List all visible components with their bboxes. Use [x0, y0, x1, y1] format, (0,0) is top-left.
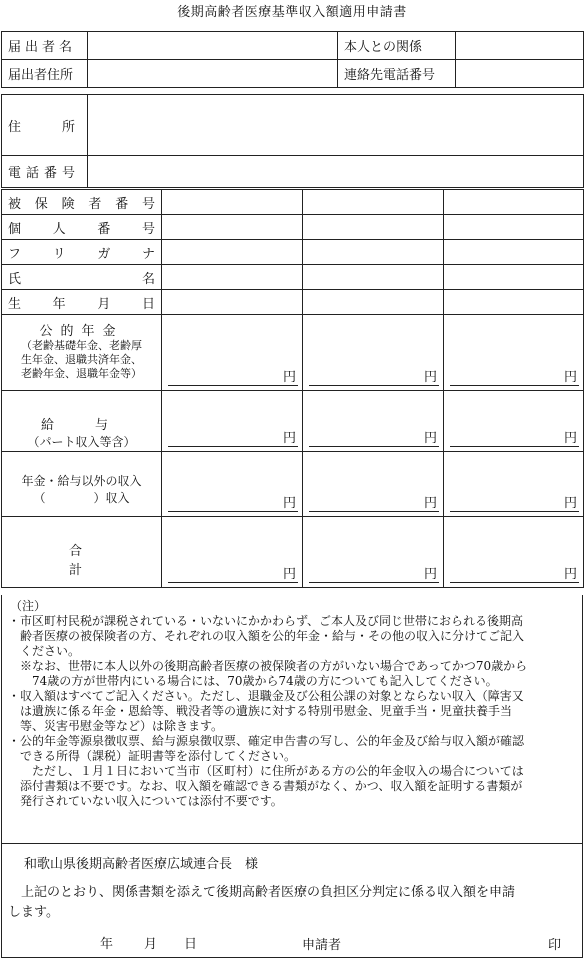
note-line: は遺族に係る年金・恩給等、戦没者等の遺族に対する特別弔慰金、児童手当・児童扶養手当 [8, 704, 513, 718]
address-table [1, 94, 584, 188]
note-line: ・市区町村民税が課税されている・いないにかかわらず、ご本人及び同じ世帯におられる後期高 [8, 614, 524, 628]
relationship-label: 本人との関係 [344, 40, 423, 55]
salary-label-cell [2, 391, 162, 452]
birth-label: 生 年 月 日 [8, 296, 155, 312]
other-income-label: 年金・給与以外の収入 [21, 474, 142, 488]
addressee: 和歌山県後期高齢者医療広域連合長 様 [24, 857, 259, 872]
name-field-1[interactable] [162, 265, 303, 290]
relationship-field[interactable] [456, 32, 584, 60]
birth-field-2[interactable] [303, 290, 444, 315]
insured-number-field-3[interactable] [444, 190, 584, 215]
other-amount-1[interactable]: 円 [162, 452, 303, 517]
pension-amount-3[interactable]: 円 [444, 315, 584, 391]
address-label: 住 所 [8, 119, 90, 135]
personal-number-label: 個 人 番 号 [8, 221, 155, 237]
note-line: 添付書類は不要です。なお、収入額を確認できる書類がなく、かつ、収入額を証明する書類が [8, 779, 523, 793]
personal-number-field-1[interactable] [162, 215, 303, 240]
form-title: 後期高齢者医療基準収入額適用申請書 [177, 5, 407, 20]
salary-amount-3[interactable]: 円 [444, 391, 584, 452]
note-line: 発行されていない収入については添付不要です。 [8, 794, 283, 808]
furigana-field-1[interactable] [162, 240, 303, 265]
applicant-name-field[interactable] [88, 32, 338, 60]
note-line: ※なお、世帯に本人以外の後期高齢者医療の被保険者の方がいない場合であってかつ70歳から [8, 659, 528, 673]
birth-label-cell [2, 290, 162, 315]
note-line: ・公的年金等源泉徴収票、給与源泉徴収票、確定申告書の写し、公的年金及び給与収入額が確認 [8, 734, 525, 748]
notes-section [2, 595, 582, 844]
applicant-address-field[interactable] [88, 60, 338, 88]
note-line: 等、災害弔慰金等など）は除きます。 [8, 719, 224, 733]
insured-number-label: 被 保 険 者 番 号 [8, 196, 155, 212]
application-statement: 上記のとおり、関係書類を添えて後期高齢者医療の負担区分判定に係る収入額を申請 [8, 885, 516, 900]
pension-label: 公的年金 [39, 324, 124, 339]
notes-heading: （注） [10, 599, 47, 613]
personal-number-field-3[interactable] [444, 215, 584, 240]
note-line: できる所得（課税）証明書等を添付してください。 [8, 749, 297, 763]
pension-amount-2[interactable]: 円 [303, 315, 444, 391]
other-income-label-cell [2, 452, 162, 517]
birth-field-1[interactable] [162, 290, 303, 315]
contact-phone-label-cell [338, 60, 456, 88]
furigana-field-2[interactable] [303, 240, 444, 265]
pension-amount-1[interactable]: 円 [162, 315, 303, 391]
other-amount-3[interactable]: 円 [444, 452, 584, 517]
applicant-address-label-cell [2, 60, 88, 88]
applicant-name-label-cell [2, 32, 88, 60]
insured-number-field-1[interactable] [162, 190, 303, 215]
birth-field-3[interactable] [444, 290, 584, 315]
total-label: 合 計 [68, 544, 200, 578]
insured-number-label-cell [2, 190, 162, 215]
note-line: 74歳の方が世帯内にいる場合には、70歳から74歳の方についても記入してください。 [8, 674, 498, 688]
note-line: 齢者医療の被保険者の方、それぞれの収入額を公的年金・給与・その他の収入に分けてご記入 [8, 629, 525, 643]
date-month-label: 月 [144, 937, 158, 952]
applicant-address-label: 届出者住所 [8, 68, 74, 83]
furigana-label: フ リ ガ ナ [8, 246, 155, 262]
name-label: 氏 名 [8, 271, 155, 287]
applicant-sign-label: 申請者 [302, 938, 342, 953]
pension-label-cell [2, 315, 162, 391]
salary-amount-1[interactable]: 円 [162, 391, 303, 452]
phone-label-cell [2, 156, 88, 188]
other-amount-2[interactable]: 円 [303, 452, 444, 517]
total-amount-3[interactable]: 円 [444, 517, 584, 588]
contact-phone-label: 連絡先電話番号 [344, 68, 436, 83]
applicant-table [1, 31, 584, 88]
application-statement-end: します。 [8, 905, 59, 920]
note-line: ・収入額はすべてご記入ください。ただし、退職金及び公租公課の対象とならない収入（障害又 [8, 689, 524, 703]
note-line: ただし、１月１日において当市（区町村）に住所がある方の公的年金収入の場合については [8, 764, 524, 778]
name-label-cell [2, 265, 162, 290]
notes-and-application-box [1, 595, 583, 958]
furigana-field-3[interactable] [444, 240, 584, 265]
other-income-detail: （ ）収入 [33, 491, 130, 505]
date-year-label: 年 [100, 937, 114, 952]
personal-number-field-2[interactable] [303, 215, 444, 240]
address-field[interactable] [88, 95, 584, 156]
phone-field[interactable] [88, 156, 584, 188]
phone-label: 電話番号 [8, 166, 81, 181]
furigana-label-cell [2, 240, 162, 265]
note-line: ください。 [8, 644, 81, 658]
applicant-name-label: 届出者名 [8, 40, 77, 55]
date-day-label: 日 [184, 937, 198, 952]
insured-number-field-2[interactable] [303, 190, 444, 215]
total-label-cell [2, 517, 200, 588]
address-label-cell [2, 95, 88, 156]
seal-mark: 印 [548, 938, 562, 953]
salary-amount-2[interactable]: 円 [303, 391, 444, 452]
pension-detail: （老齢基礎年金、老齢厚 生年金、退職共済年金、 老齢年金、退職年金等） [21, 339, 142, 380]
salary-label: 給 与 [40, 418, 122, 433]
name-field-2[interactable] [303, 265, 444, 290]
total-amount-1[interactable]: 円 [162, 517, 303, 588]
salary-detail: （パート収入等含） [27, 435, 136, 449]
name-field-3[interactable] [444, 265, 584, 290]
insured-income-table [1, 189, 584, 588]
total-amount-2[interactable]: 円 [303, 517, 444, 588]
contact-phone-field[interactable] [456, 60, 584, 88]
personal-number-label-cell [2, 215, 162, 240]
relationship-label-cell [338, 32, 456, 60]
